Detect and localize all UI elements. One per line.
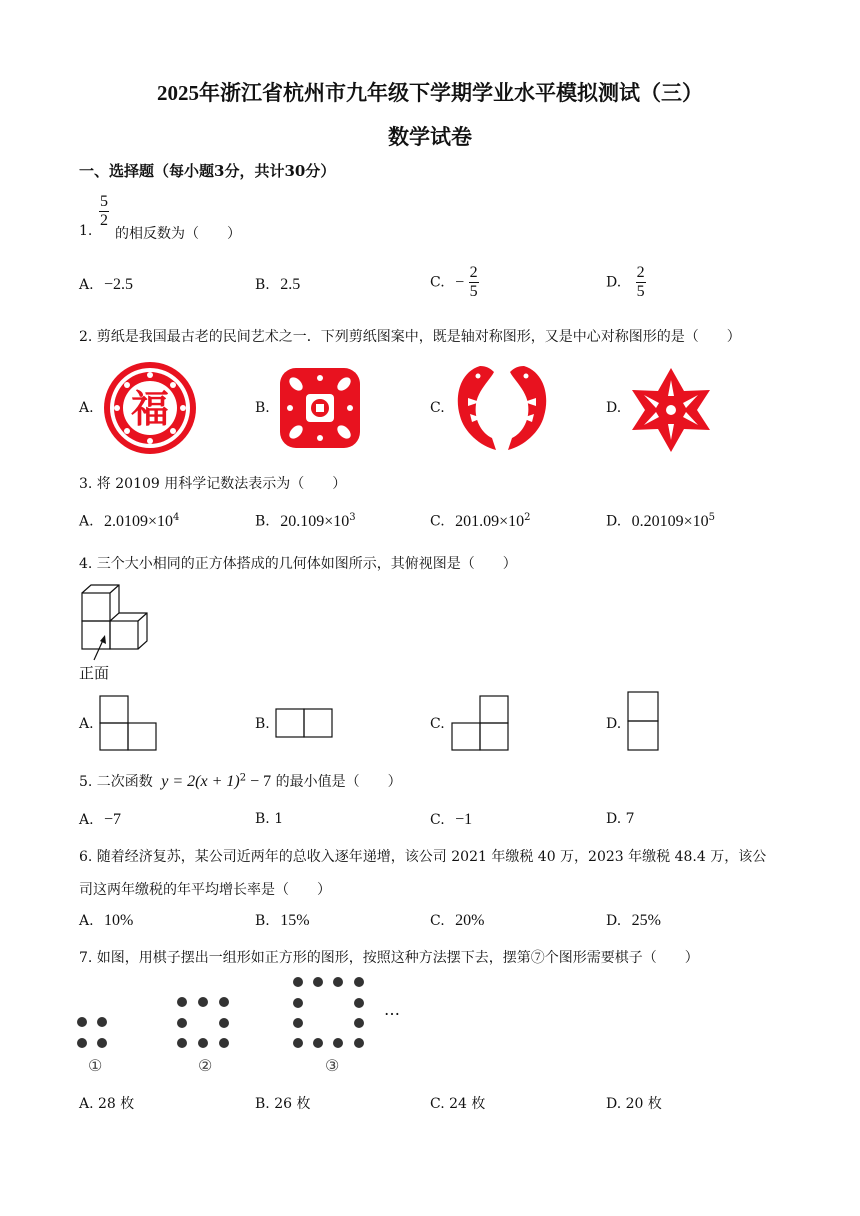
option-label: A. xyxy=(79,812,94,828)
pattern-figure-3-label: ③ xyxy=(325,1056,340,1075)
question-5 xyxy=(79,771,402,791)
question-2-text: 2. 剪纸是我国最古老的民间艺术之一．下列剪纸图案中，既是轴对称图形，又是中心对称图形的是（ ） xyxy=(79,329,741,345)
q1-frac-numerator: 5 xyxy=(100,193,108,210)
q4-option-a-label: A. xyxy=(79,716,94,732)
question-6-line-2: 司这两年缴税的年平均增长率是（ ） xyxy=(79,882,331,898)
option-label: A. xyxy=(79,513,94,530)
q4-option-c-view xyxy=(451,695,511,752)
q6-option-d xyxy=(606,912,661,930)
q7-option-d xyxy=(606,1093,662,1113)
option-value: 2.0109×10 xyxy=(104,512,174,530)
q1-fraction xyxy=(99,193,109,230)
paper-cut-snowflake-image xyxy=(628,366,714,454)
pattern-figure-2 xyxy=(172,993,236,1053)
option-value: −2.5 xyxy=(104,276,134,293)
q4-option-a-view xyxy=(99,695,159,752)
q3-option-b xyxy=(255,512,356,531)
q1-text: 的相反数为（ ） xyxy=(115,226,241,242)
pattern-ellipsis: … xyxy=(384,1000,400,1019)
option-value: −1 xyxy=(455,811,473,828)
option-label: C. xyxy=(430,812,445,828)
option-value: −7 xyxy=(104,811,122,828)
q4-option-d-label: D. xyxy=(606,716,622,732)
q4-option-b-view xyxy=(275,708,335,739)
q5-text-pre: 5. 二次函数 xyxy=(79,774,153,790)
page-title: 2025年浙江省杭州市九年级下学期学业水平模拟测试（三） xyxy=(157,81,703,105)
q1-d-fraction xyxy=(636,264,646,301)
section-heading: 一、选择题（每小题3分，共计30分） xyxy=(79,162,336,180)
option-value: 20 枚 xyxy=(625,1096,662,1112)
question-4-text: 4. 三个大小相同的正方体搭成的几何体如图所示，其俯视图是（ ） xyxy=(79,556,517,572)
frac-numerator: 2 xyxy=(636,264,645,281)
q5-option-b xyxy=(255,811,283,827)
option-value: 0.20109×10 xyxy=(631,512,709,530)
option-exponent: 2 xyxy=(524,512,531,523)
q5-formula: y = 2(x + 1) xyxy=(161,773,240,790)
q5-option-d xyxy=(606,811,635,827)
q6-option-b xyxy=(255,912,310,930)
q1-number: 1. xyxy=(79,223,93,239)
fu-character: 福 xyxy=(130,386,170,431)
option-value: 28 枚 xyxy=(98,1096,135,1112)
q4-option-c-label: C. xyxy=(430,716,445,732)
option-label: B. xyxy=(255,913,270,929)
q3-option-d xyxy=(606,512,715,531)
option-value: 26 枚 xyxy=(274,1096,311,1112)
q3-option-c xyxy=(430,512,531,531)
option-exponent: 4 xyxy=(173,512,180,523)
q5-formula-exponent: 2 xyxy=(239,772,247,784)
option-value: 2.5 xyxy=(280,276,301,293)
pattern-figure-2-label: ② xyxy=(198,1056,213,1075)
option-label: D. xyxy=(606,513,622,530)
frac-denominator: 5 xyxy=(469,283,478,300)
q7-option-b xyxy=(255,1093,310,1113)
q6-option-a xyxy=(79,912,133,930)
option-value: 25% xyxy=(631,912,661,929)
option-value: 201.09×10 xyxy=(455,512,525,530)
pattern-figure-1-label: ① xyxy=(88,1056,103,1075)
q1-option-c xyxy=(430,264,479,301)
paper-cut-fish-square-image xyxy=(276,364,364,452)
q2-option-b-label: B. xyxy=(255,400,270,416)
option-label: A. xyxy=(79,277,94,293)
option-label: A. xyxy=(79,913,94,929)
option-label: B. xyxy=(255,811,270,827)
q2-option-a-label: A. xyxy=(79,400,94,416)
option-value: 15% xyxy=(280,912,310,929)
q5-option-a xyxy=(79,811,121,829)
option-label: A. xyxy=(79,1096,94,1112)
q2-option-c-label: C. xyxy=(430,400,445,416)
option-label: C. xyxy=(430,274,445,291)
frac-denominator: 5 xyxy=(636,283,645,300)
question-3-text: 3. 将 20109 用科学记数法表示为（ ） xyxy=(79,476,347,492)
q2-option-d-label: D. xyxy=(606,400,622,416)
option-label: D. xyxy=(606,1096,622,1112)
option-value: 7 xyxy=(625,811,635,827)
option-label: D. xyxy=(606,274,622,291)
q5-option-c xyxy=(430,811,472,829)
option-value: 1 xyxy=(274,811,284,827)
option-sign: − xyxy=(455,273,465,291)
q5-formula-tail: − 7 xyxy=(246,773,272,790)
q1-frac-denominator: 2 xyxy=(100,212,108,229)
pattern-figure-3 xyxy=(288,973,374,1053)
option-label: B. xyxy=(255,1096,270,1112)
option-exponent: 5 xyxy=(708,512,716,523)
option-value: 24 枚 xyxy=(449,1096,486,1112)
q4-option-b-label: B. xyxy=(255,716,270,732)
question-7-text: 7. 如图，用棋子摆出一组形如正方形的图形，按照这种方法摆下去，摆第⑦个图形需要棋子（ ） xyxy=(79,950,699,966)
option-label: B. xyxy=(255,277,270,293)
q1-option-d xyxy=(606,264,646,301)
q3-option-a xyxy=(79,512,179,531)
q1-option-a xyxy=(79,276,133,294)
option-label: D. xyxy=(606,811,622,827)
q5-text-post: 的最小值是（ ） xyxy=(275,774,402,790)
option-value: 10% xyxy=(104,912,134,929)
pattern-figure-1 xyxy=(74,1014,114,1054)
question-6-line-1: 6. 随着经济复苏，某公司近两年的总收入逐年递增，该公司 2021 年缴税 40 万，2023 年缴税 48.4 万，该公 xyxy=(79,849,767,865)
option-label: C. xyxy=(430,513,445,530)
q1-option-b xyxy=(255,276,300,294)
q6-option-c xyxy=(430,912,484,930)
frac-numerator: 2 xyxy=(469,264,478,281)
q4-option-d-view xyxy=(627,691,661,753)
option-label: B. xyxy=(255,513,270,530)
paper-cut-fu-image xyxy=(100,360,200,456)
option-value: 20.109×10 xyxy=(280,512,350,530)
cube-solid-figure xyxy=(78,582,158,664)
q7-option-c xyxy=(430,1093,485,1113)
option-exponent: 3 xyxy=(349,512,356,523)
q7-option-a xyxy=(79,1093,134,1113)
front-view-label: 正面 xyxy=(79,664,110,682)
option-value: 20% xyxy=(455,912,485,929)
paper-cut-koi-pair-image xyxy=(450,362,554,454)
option-label: C. xyxy=(430,913,445,929)
page-subtitle: 数学试卷 xyxy=(388,125,472,149)
option-label: D. xyxy=(606,913,622,929)
option-label: C. xyxy=(430,1096,445,1112)
q1-c-fraction xyxy=(469,264,479,301)
